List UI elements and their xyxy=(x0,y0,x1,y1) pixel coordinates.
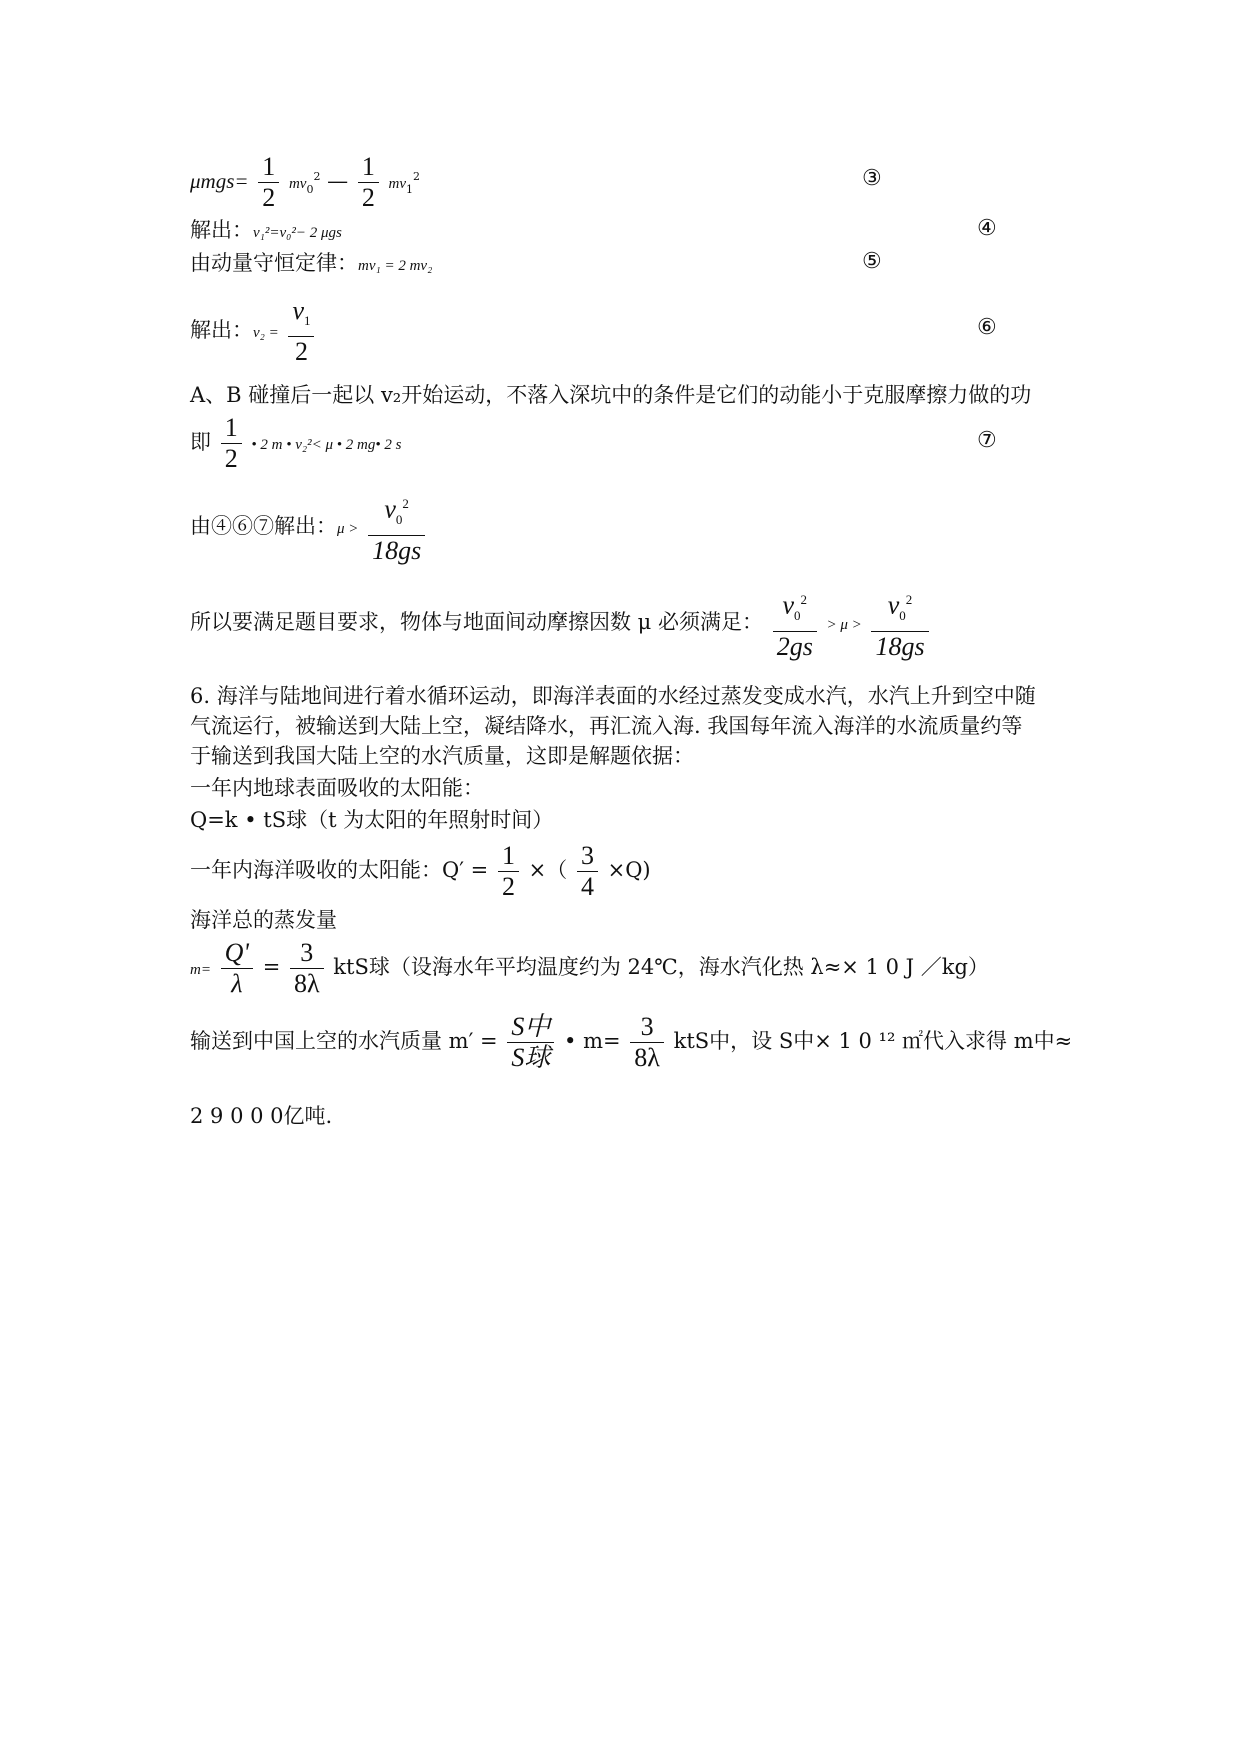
frac-v0sq-18gs-2: $\frac{v_0^2}{18gs}$ xyxy=(871,585,928,662)
p6-transport: 输送到中国上空的水汽质量 m′ = $\frac{\text{S中}}{\text{S球}}$ • m= $\frac{3}{8\lambda}$ ktS中，设 S中× 1 0 ¹² ㎡代入求得 m中≈ xyxy=(190,1012,1073,1072)
final-condition-line: 所以要满足题目要求，物体与地面间动摩擦因数 μ 必须满足： $\frac{v_0^2}{2gs}$ > μ > $\frac{v_0^2}{18gs}$ xyxy=(190,585,932,662)
term-mv0: mv xyxy=(288,176,307,192)
solve-line-1: 解出：v₁²=v₀²− 2 μgs xyxy=(190,218,342,242)
p6-line-5: Q=k • tS球（t 为太阳的年照射时间） xyxy=(190,808,554,832)
p6-ocean-energy: 一年内海洋吸收的太阳能：Q′ = $\frac{1}{2}$ ×（ $\frac{3}{4}$ ×Q) xyxy=(190,841,651,901)
frac-Qp-lambda: $\frac{Q'}{\lambda}$ xyxy=(221,938,253,999)
p6-answer: 2 9 0 0 0亿吨. xyxy=(190,1104,333,1128)
eq-lhs: μmgs= xyxy=(190,169,249,193)
term-mv1: mv xyxy=(388,176,406,192)
frac-v0sq-2gs: $\frac{v_0^2}{2gs}$ xyxy=(773,585,817,662)
frac-half-4: $\frac{1}{2}$ xyxy=(498,841,519,902)
result-mu-line: 由④⑥⑦解出：μ > $\frac{v_0^2}{18gs}$ xyxy=(190,489,428,566)
condition-line: A、B 碰撞后一起以 v₂开始运动，不落入深坑中的条件是它们的动能小于克服摩擦力做的功 xyxy=(190,383,1032,407)
frac-half-2: $\frac{1}{2}$ xyxy=(358,152,379,213)
p6-line-4: 一年内地球表面吸收的太阳能： xyxy=(190,776,484,800)
frac-v0sq-18gs: $\frac{v_0^2}{18gs}$ xyxy=(368,489,425,566)
p6-line-1: 6. 海洋与陆地间进行着水循环运动，即海洋表面的水经过蒸发变成水汽，水汽上升到空中随 xyxy=(190,684,1036,708)
frac-3-8lambda-2: $\frac{3}{8\lambda}$ xyxy=(630,1012,664,1073)
circled-3: ③ xyxy=(862,166,882,191)
minus-sign: — xyxy=(327,169,349,193)
frac-3-8lambda: $\frac{3}{8\lambda}$ xyxy=(290,938,324,999)
p6-line-3: 于输送到我国大陆上空的水汽质量，这即是解题依据： xyxy=(190,744,694,768)
momentum-line: 由动量守恒定律：mv₁ = 2 mv₂ xyxy=(190,251,433,275)
equation-energy: μmgs= $\frac{1}{2}$ $mv_0^2$ — $\frac{1}{2}$ $mv_1^2$ xyxy=(190,152,420,212)
p6-line-7: 海洋总的蒸发量 xyxy=(190,908,337,932)
circled-5: ⑤ xyxy=(862,249,882,274)
inequality-line: 即 $\frac{1}{2}$ • 2 m • v₂²< μ • 2 mg• 2 s xyxy=(190,413,402,473)
solve-line-2: 解出：v₂ = $\frac{v_1}{2}$ xyxy=(190,296,317,367)
frac-v1-over-2: $\frac{v_1}{2}$ xyxy=(288,296,314,367)
circled-6: ⑥ xyxy=(977,315,997,340)
p6-line-2: 气流运行，被输送到大陆上空，凝结降水，再汇流入海. 我国每年流入海洋的水流质量约等 xyxy=(190,714,1023,738)
frac-half-3: $\frac{1}{2}$ xyxy=(221,413,242,474)
circled-4: ④ xyxy=(977,216,997,241)
frac-three-quarters: $\frac{3}{4}$ xyxy=(577,841,598,902)
frac-S-ratio: $\frac{\text{S中}}{\text{S球}}$ xyxy=(507,1012,554,1073)
frac-half: $\frac{1}{2}$ xyxy=(258,152,279,213)
circled-7: ⑦ xyxy=(977,428,997,453)
p6-evaporation: m= $\frac{Q'}{\lambda}$ = $\frac{3}{8\lambda}$ ktS球（设海水年平均温度约为 24℃，海水汽化热 λ≈× 1 0 J ／kg） xyxy=(190,938,989,998)
